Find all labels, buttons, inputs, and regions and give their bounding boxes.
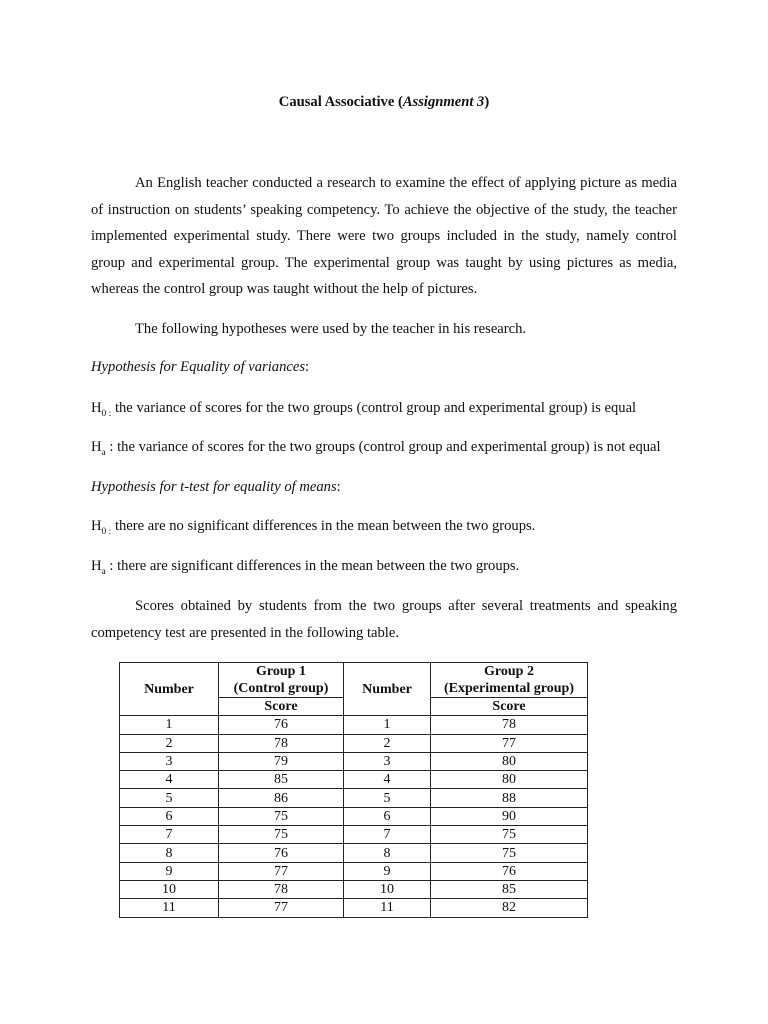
table-row	[120, 752, 588, 770]
intro-paragraph: An English teacher conducted a research to examine the effect of applying picture as media of instruction on students’ speaking competency. To achieve the objective of the study, the teacher implemented experimental study. There were two groups included in the study, namely control group and experimental group. The experimental group was taught by using pictures as media, whereas the control group was taught without the help of pictures.	[91, 175, 677, 298]
cell-number-2: 1	[344, 716, 431, 734]
cell-score-2: 75	[431, 844, 588, 862]
cell-number-1: 8	[120, 844, 219, 862]
header-number-2: Number	[344, 663, 431, 716]
cell-number-2: 3	[344, 752, 431, 770]
cell-score-2: 75	[431, 826, 588, 844]
cell-number-1: 11	[120, 899, 219, 917]
header-number-1: Number	[120, 663, 219, 716]
cell-number-1: 9	[120, 862, 219, 880]
cell-number-1: 7	[120, 826, 219, 844]
cell-score-2: 90	[431, 807, 588, 825]
scores-intro: Scores obtained by students from the two groups after several treatments and speaking competency test are presented in the following table.	[91, 598, 677, 641]
cell-score-1: 76	[219, 716, 344, 734]
cell-number-1: 3	[120, 752, 219, 770]
variance-ha: $H_a$ : the variance of scores for the two groups (control group and experimental group) is not equal	[91, 439, 661, 458]
means-heading: Hypothesis for t-test for equality of means:	[91, 479, 341, 495]
header-score-1: Score	[219, 698, 344, 716]
table-row	[120, 807, 588, 825]
table-row	[120, 880, 588, 898]
header-score-2: Score	[431, 698, 588, 716]
cell-score-2: 85	[431, 880, 588, 898]
means-h0: $H_{0 :}$ there are no significant differences in the mean between the two groups.	[91, 518, 536, 537]
document-title: Causal Associative (Assignment 3)	[278, 94, 490, 110]
cell-score-1: 77	[219, 899, 344, 917]
header-group-1: Group 1 (Control group)	[219, 663, 344, 698]
cell-score-1: 75	[219, 826, 344, 844]
cell-number-2: 5	[344, 789, 431, 807]
cell-score-2: 76	[431, 862, 588, 880]
cell-number-2: 4	[344, 771, 431, 789]
cell-number-2: 8	[344, 844, 431, 862]
means-ha: $H_a$ : there are significant differences in the mean between the two groups.	[91, 558, 520, 577]
scores-table-body	[120, 716, 588, 917]
cell-score-1: 78	[219, 880, 344, 898]
hypotheses-intro: The following hypotheses were used by the teacher in his research.	[135, 321, 527, 337]
cell-score-1: 76	[219, 844, 344, 862]
cell-number-1: 4	[120, 771, 219, 789]
cell-score-2: 80	[431, 752, 588, 770]
table-row	[120, 789, 588, 807]
cell-score-1: 86	[219, 789, 344, 807]
cell-score-2: 82	[431, 899, 588, 917]
table-row	[120, 899, 588, 917]
cell-number-1: 10	[120, 880, 219, 898]
cell-score-2: 77	[431, 734, 588, 752]
cell-score-2: 88	[431, 789, 588, 807]
table-row	[120, 771, 588, 789]
table-row	[120, 862, 588, 880]
table-row	[120, 844, 588, 862]
cell-score-1: 77	[219, 862, 344, 880]
cell-number-2: 11	[344, 899, 431, 917]
cell-number-1: 2	[120, 734, 219, 752]
variance-h0: $H_{0 :}$ the variance of scores for the two groups (control group and experimental group) is equal	[91, 400, 637, 419]
table-row	[120, 826, 588, 844]
cell-score-1: 79	[219, 752, 344, 770]
cell-score-2: 78	[431, 716, 588, 734]
header-group-2: Group 2 (Experimental group)	[431, 663, 588, 698]
cell-number-2: 9	[344, 862, 431, 880]
variance-heading: Hypothesis for Equality of variances:	[91, 359, 310, 375]
cell-score-2: 80	[431, 771, 588, 789]
table-row	[120, 716, 588, 734]
cell-score-1: 75	[219, 807, 344, 825]
table-row	[120, 734, 588, 752]
cell-score-1: 78	[219, 734, 344, 752]
cell-number-2: 2	[344, 734, 431, 752]
cell-number-1: 1	[120, 716, 219, 734]
cell-number-1: 6	[120, 807, 219, 825]
cell-score-1: 85	[219, 771, 344, 789]
scores-table	[119, 662, 588, 918]
cell-number-2: 6	[344, 807, 431, 825]
cell-number-2: 7	[344, 826, 431, 844]
cell-number-1: 5	[120, 789, 219, 807]
cell-number-2: 10	[344, 880, 431, 898]
